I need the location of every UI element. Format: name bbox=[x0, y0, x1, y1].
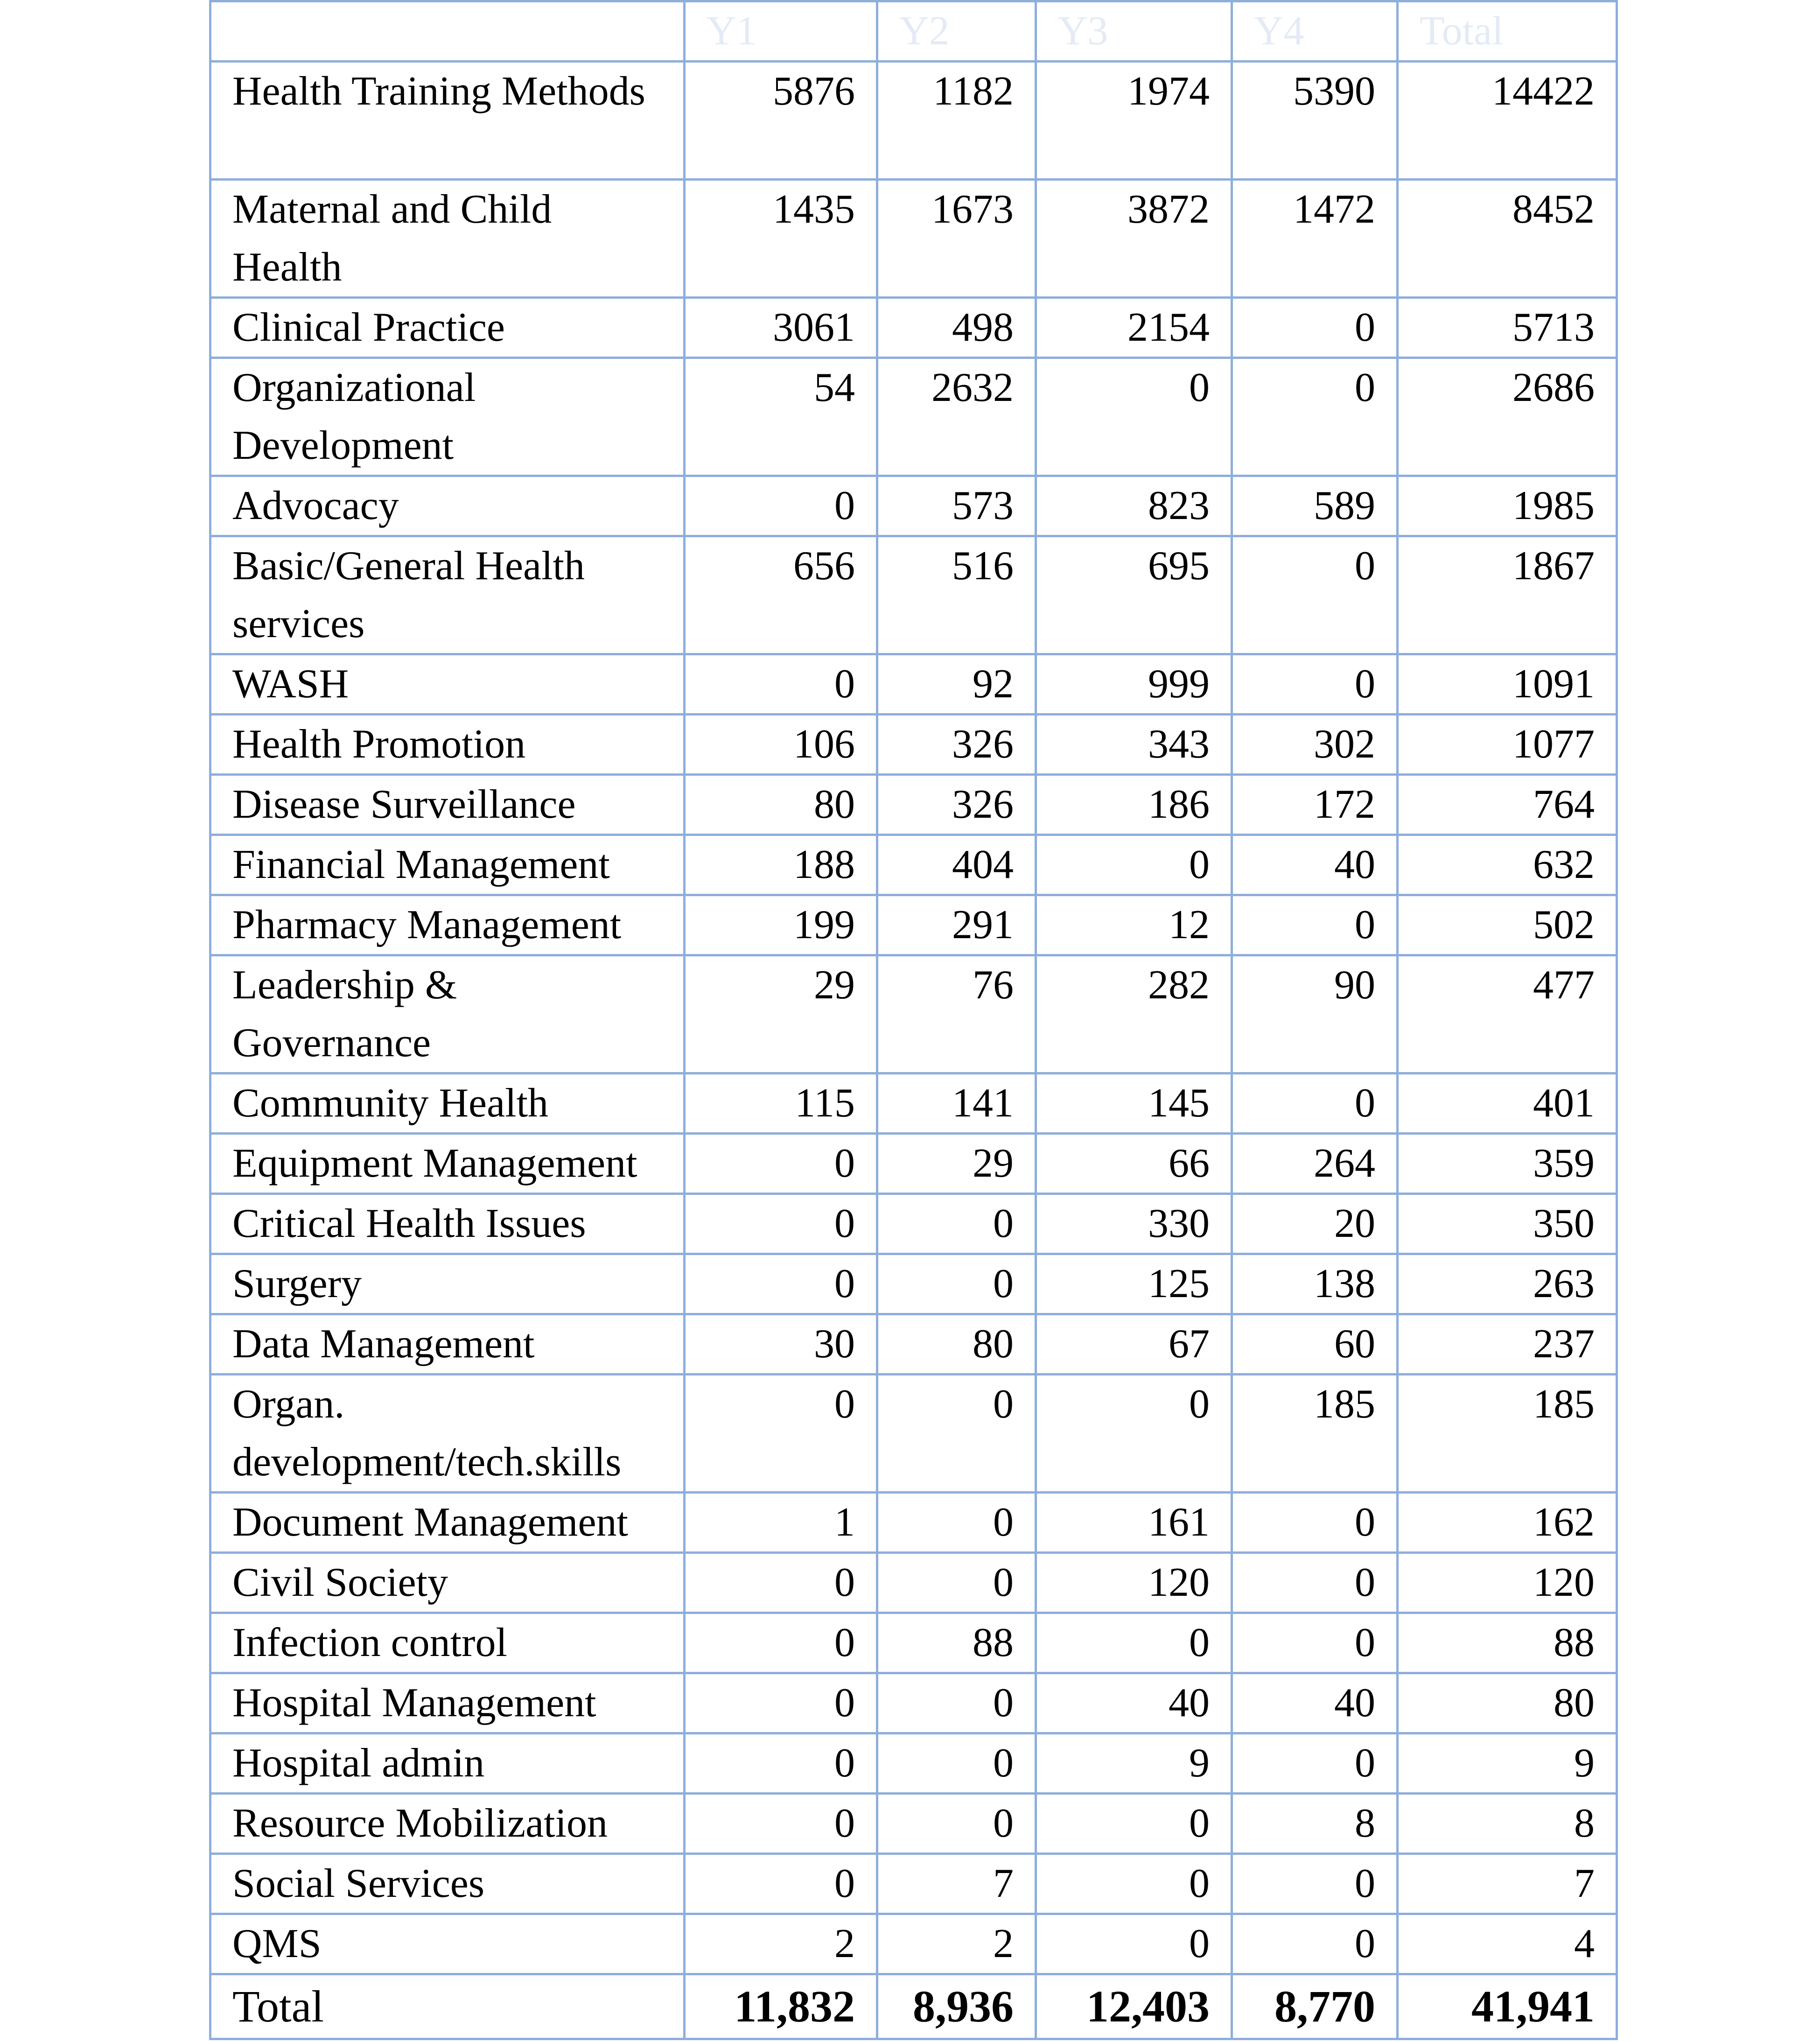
cell-y2: 76 bbox=[877, 955, 1036, 1074]
cell-y2: 0 bbox=[877, 1794, 1036, 1854]
cell-y1: 0 bbox=[685, 1794, 877, 1854]
cell-total: 632 bbox=[1398, 835, 1617, 895]
table-row bbox=[210, 62, 1617, 180]
cell-total: 477 bbox=[1398, 955, 1617, 1074]
cell-y4: 302 bbox=[1232, 715, 1398, 775]
total-row bbox=[210, 1974, 1617, 2039]
cell-total: 1077 bbox=[1398, 715, 1617, 775]
cell-y1: 0 bbox=[685, 1134, 877, 1194]
row-label: Equipment Management bbox=[210, 1134, 685, 1194]
row-label: Hospital Management bbox=[210, 1673, 685, 1733]
header-cell-blank bbox=[210, 1, 685, 62]
cell-total: 5713 bbox=[1398, 298, 1617, 358]
cell-total: 1091 bbox=[1398, 654, 1617, 715]
cell-total: 359 bbox=[1398, 1134, 1617, 1194]
header-row bbox=[210, 1, 1617, 62]
total-cell-y2: 8,936 bbox=[877, 1974, 1036, 2039]
cell-y4: 8 bbox=[1232, 1794, 1398, 1854]
row-label: Disease Surveillance bbox=[210, 775, 685, 835]
cell-y1: 0 bbox=[685, 476, 877, 536]
cell-y1: 106 bbox=[685, 715, 877, 775]
cell-y3: 12 bbox=[1036, 895, 1232, 955]
cell-y4: 0 bbox=[1232, 1553, 1398, 1613]
cell-y3: 343 bbox=[1036, 715, 1232, 775]
table-row bbox=[210, 895, 1617, 955]
cell-y3: 0 bbox=[1036, 1914, 1232, 1974]
cell-y1: 656 bbox=[685, 536, 877, 654]
table-row bbox=[210, 358, 1617, 476]
table-row bbox=[210, 1254, 1617, 1314]
table-header bbox=[210, 1, 1617, 62]
cell-y4: 40 bbox=[1232, 835, 1398, 895]
cell-y4: 0 bbox=[1232, 298, 1398, 358]
cell-y2: 573 bbox=[877, 476, 1036, 536]
cell-y4: 0 bbox=[1232, 536, 1398, 654]
cell-y3: 67 bbox=[1036, 1314, 1232, 1375]
total-cell-y1: 11,832 bbox=[685, 1974, 877, 2039]
cell-y1: 0 bbox=[685, 1733, 877, 1794]
cell-y4: 60 bbox=[1232, 1314, 1398, 1375]
cell-y3: 823 bbox=[1036, 476, 1232, 536]
cell-y2: 141 bbox=[877, 1074, 1036, 1134]
cell-y3: 0 bbox=[1036, 1375, 1232, 1493]
cell-total: 2686 bbox=[1398, 358, 1617, 476]
cell-y1: 3061 bbox=[685, 298, 877, 358]
cell-total: 8452 bbox=[1398, 180, 1617, 298]
row-label: Surgery bbox=[210, 1254, 685, 1314]
row-label: QMS bbox=[210, 1914, 685, 1974]
cell-y3: 0 bbox=[1036, 358, 1232, 476]
cell-y2: 1673 bbox=[877, 180, 1036, 298]
cell-total: 9 bbox=[1398, 1733, 1617, 1794]
cell-y2: 2632 bbox=[877, 358, 1036, 476]
cell-y1: 0 bbox=[685, 1553, 877, 1613]
header-cell-y4: Y4 bbox=[1232, 1, 1398, 62]
table-row bbox=[210, 1673, 1617, 1733]
header-cell-y1: Y1 bbox=[685, 1, 877, 62]
cell-y3: 66 bbox=[1036, 1134, 1232, 1194]
cell-y2: 291 bbox=[877, 895, 1036, 955]
cell-total: 120 bbox=[1398, 1553, 1617, 1613]
cell-y4: 264 bbox=[1232, 1134, 1398, 1194]
cell-y1: 0 bbox=[685, 1613, 877, 1673]
cell-y3: 2154 bbox=[1036, 298, 1232, 358]
cell-y3: 125 bbox=[1036, 1254, 1232, 1314]
cell-y1: 0 bbox=[685, 1673, 877, 1733]
cell-y4: 0 bbox=[1232, 895, 1398, 955]
cell-y3: 186 bbox=[1036, 775, 1232, 835]
cell-y2: 326 bbox=[877, 715, 1036, 775]
table-body bbox=[210, 62, 1617, 2039]
row-label: Health Training Methods bbox=[210, 62, 685, 180]
cell-y4: 5390 bbox=[1232, 62, 1398, 180]
cell-y3: 145 bbox=[1036, 1074, 1232, 1134]
cell-y1: 0 bbox=[685, 1854, 877, 1914]
cell-y1: 5876 bbox=[685, 62, 877, 180]
cell-y2: 88 bbox=[877, 1613, 1036, 1673]
cell-y1: 199 bbox=[685, 895, 877, 955]
table-row bbox=[210, 1794, 1617, 1854]
cell-y2: 0 bbox=[877, 1733, 1036, 1794]
cell-y1: 1 bbox=[685, 1493, 877, 1553]
table-row bbox=[210, 835, 1617, 895]
table-row bbox=[210, 654, 1617, 715]
cell-y3: 120 bbox=[1036, 1553, 1232, 1613]
cell-y1: 30 bbox=[685, 1314, 877, 1375]
cell-y4: 0 bbox=[1232, 1733, 1398, 1794]
cell-total: 502 bbox=[1398, 895, 1617, 955]
total-cell-total: 41,941 bbox=[1398, 1974, 1617, 2039]
cell-y2: 0 bbox=[877, 1493, 1036, 1553]
cell-y1: 2 bbox=[685, 1914, 877, 1974]
cell-y3: 40 bbox=[1036, 1673, 1232, 1733]
cell-y4: 138 bbox=[1232, 1254, 1398, 1314]
cell-total: 8 bbox=[1398, 1794, 1617, 1854]
cell-y4: 90 bbox=[1232, 955, 1398, 1074]
row-label: Organizational Development bbox=[210, 358, 685, 476]
cell-y2: 80 bbox=[877, 1314, 1036, 1375]
cell-y3: 0 bbox=[1036, 1613, 1232, 1673]
row-label: Financial Management bbox=[210, 835, 685, 895]
row-label: Critical Health Issues bbox=[210, 1194, 685, 1254]
cell-y1: 0 bbox=[685, 654, 877, 715]
cell-y2: 0 bbox=[877, 1194, 1036, 1254]
table-row bbox=[210, 1134, 1617, 1194]
cell-total: 263 bbox=[1398, 1254, 1617, 1314]
cell-y2: 92 bbox=[877, 654, 1036, 715]
cell-total: 88 bbox=[1398, 1613, 1617, 1673]
cell-y3: 3872 bbox=[1036, 180, 1232, 298]
row-label: WASH bbox=[210, 654, 685, 715]
cell-y2: 516 bbox=[877, 536, 1036, 654]
row-label: Basic/General Health services bbox=[210, 536, 685, 654]
table-row bbox=[210, 1074, 1617, 1134]
row-label: Community Health bbox=[210, 1074, 685, 1134]
row-label: Health Promotion bbox=[210, 715, 685, 775]
row-label: Data Management bbox=[210, 1314, 685, 1375]
table-row bbox=[210, 1553, 1617, 1613]
cell-y3: 9 bbox=[1036, 1733, 1232, 1794]
row-label: Organ. development/tech.skills bbox=[210, 1375, 685, 1493]
cell-y4: 0 bbox=[1232, 1854, 1398, 1914]
cell-y1: 0 bbox=[685, 1254, 877, 1314]
cell-y4: 0 bbox=[1232, 358, 1398, 476]
table-row bbox=[210, 1493, 1617, 1553]
total-cell-y3: 12,403 bbox=[1036, 1974, 1232, 2039]
cell-y2: 7 bbox=[877, 1854, 1036, 1914]
cell-y3: 999 bbox=[1036, 654, 1232, 715]
cell-total: 237 bbox=[1398, 1314, 1617, 1375]
cell-y2: 0 bbox=[877, 1375, 1036, 1493]
row-label: Advocacy bbox=[210, 476, 685, 536]
cell-y4: 0 bbox=[1232, 1613, 1398, 1673]
total-label: Total bbox=[210, 1974, 685, 2039]
cell-y2: 29 bbox=[877, 1134, 1036, 1194]
header-cell-y2: Y2 bbox=[877, 1, 1036, 62]
cell-y1: 0 bbox=[685, 1194, 877, 1254]
cell-y1: 115 bbox=[685, 1074, 877, 1134]
row-label: Pharmacy Management bbox=[210, 895, 685, 955]
training-table bbox=[209, 0, 1618, 2040]
cell-y1: 188 bbox=[685, 835, 877, 895]
cell-y2: 404 bbox=[877, 835, 1036, 895]
cell-y2: 0 bbox=[877, 1254, 1036, 1314]
cell-total: 4 bbox=[1398, 1914, 1617, 1974]
cell-y4: 185 bbox=[1232, 1375, 1398, 1493]
table-row bbox=[210, 1854, 1617, 1914]
cell-y3: 0 bbox=[1036, 1854, 1232, 1914]
cell-y4: 40 bbox=[1232, 1673, 1398, 1733]
cell-y4: 0 bbox=[1232, 654, 1398, 715]
cell-y4: 0 bbox=[1232, 1914, 1398, 1974]
table-row bbox=[210, 180, 1617, 298]
table-row bbox=[210, 715, 1617, 775]
cell-y3: 282 bbox=[1036, 955, 1232, 1074]
cell-y3: 161 bbox=[1036, 1493, 1232, 1553]
cell-y4: 0 bbox=[1232, 1074, 1398, 1134]
cell-y1: 54 bbox=[685, 358, 877, 476]
table-row bbox=[210, 298, 1617, 358]
header-cell-total: Total bbox=[1398, 1, 1617, 62]
row-label: Leadership & Governance bbox=[210, 955, 685, 1074]
cell-total: 80 bbox=[1398, 1673, 1617, 1733]
cell-y2: 326 bbox=[877, 775, 1036, 835]
total-cell-y4: 8,770 bbox=[1232, 1974, 1398, 2039]
cell-y3: 330 bbox=[1036, 1194, 1232, 1254]
cell-y2: 1182 bbox=[877, 62, 1036, 180]
table-row bbox=[210, 1375, 1617, 1493]
row-label: Document Management bbox=[210, 1493, 685, 1553]
cell-y4: 20 bbox=[1232, 1194, 1398, 1254]
cell-total: 1985 bbox=[1398, 476, 1617, 536]
row-label: Resource Mobilization bbox=[210, 1794, 685, 1854]
table-row bbox=[210, 1733, 1617, 1794]
cell-y4: 1472 bbox=[1232, 180, 1398, 298]
cell-total: 185 bbox=[1398, 1375, 1617, 1493]
cell-y1: 80 bbox=[685, 775, 877, 835]
cell-y4: 0 bbox=[1232, 1493, 1398, 1553]
cell-total: 401 bbox=[1398, 1074, 1617, 1134]
cell-total: 350 bbox=[1398, 1194, 1617, 1254]
table-row bbox=[210, 536, 1617, 654]
cell-y2: 0 bbox=[877, 1673, 1036, 1733]
cell-y3: 695 bbox=[1036, 536, 1232, 654]
cell-total: 1867 bbox=[1398, 536, 1617, 654]
table-row bbox=[210, 476, 1617, 536]
table-row bbox=[210, 1194, 1617, 1254]
row-label: Civil Society bbox=[210, 1553, 685, 1613]
cell-y2: 498 bbox=[877, 298, 1036, 358]
cell-y1: 29 bbox=[685, 955, 877, 1074]
table-row bbox=[210, 775, 1617, 835]
cell-total: 14422 bbox=[1398, 62, 1617, 180]
row-label: Hospital admin bbox=[210, 1733, 685, 1794]
cell-y1: 1435 bbox=[685, 180, 877, 298]
cell-y3: 0 bbox=[1036, 1794, 1232, 1854]
training-table-container bbox=[209, 0, 1616, 2040]
cell-y3: 0 bbox=[1036, 835, 1232, 895]
row-label: Infection control bbox=[210, 1613, 685, 1673]
row-label: Maternal and Child Health bbox=[210, 180, 685, 298]
table-row bbox=[210, 1314, 1617, 1375]
cell-y1: 0 bbox=[685, 1375, 877, 1493]
cell-y4: 589 bbox=[1232, 476, 1398, 536]
row-label: Clinical Practice bbox=[210, 298, 685, 358]
table-row bbox=[210, 1914, 1617, 1974]
cell-total: 162 bbox=[1398, 1493, 1617, 1553]
table-row bbox=[210, 1613, 1617, 1673]
cell-total: 7 bbox=[1398, 1854, 1617, 1914]
header-cell-y3: Y3 bbox=[1036, 1, 1232, 62]
table-row bbox=[210, 955, 1617, 1074]
cell-y3: 1974 bbox=[1036, 62, 1232, 180]
cell-y2: 0 bbox=[877, 1553, 1036, 1613]
cell-y2: 2 bbox=[877, 1914, 1036, 1974]
row-label: Social Services bbox=[210, 1854, 685, 1914]
cell-total: 764 bbox=[1398, 775, 1617, 835]
cell-y4: 172 bbox=[1232, 775, 1398, 835]
